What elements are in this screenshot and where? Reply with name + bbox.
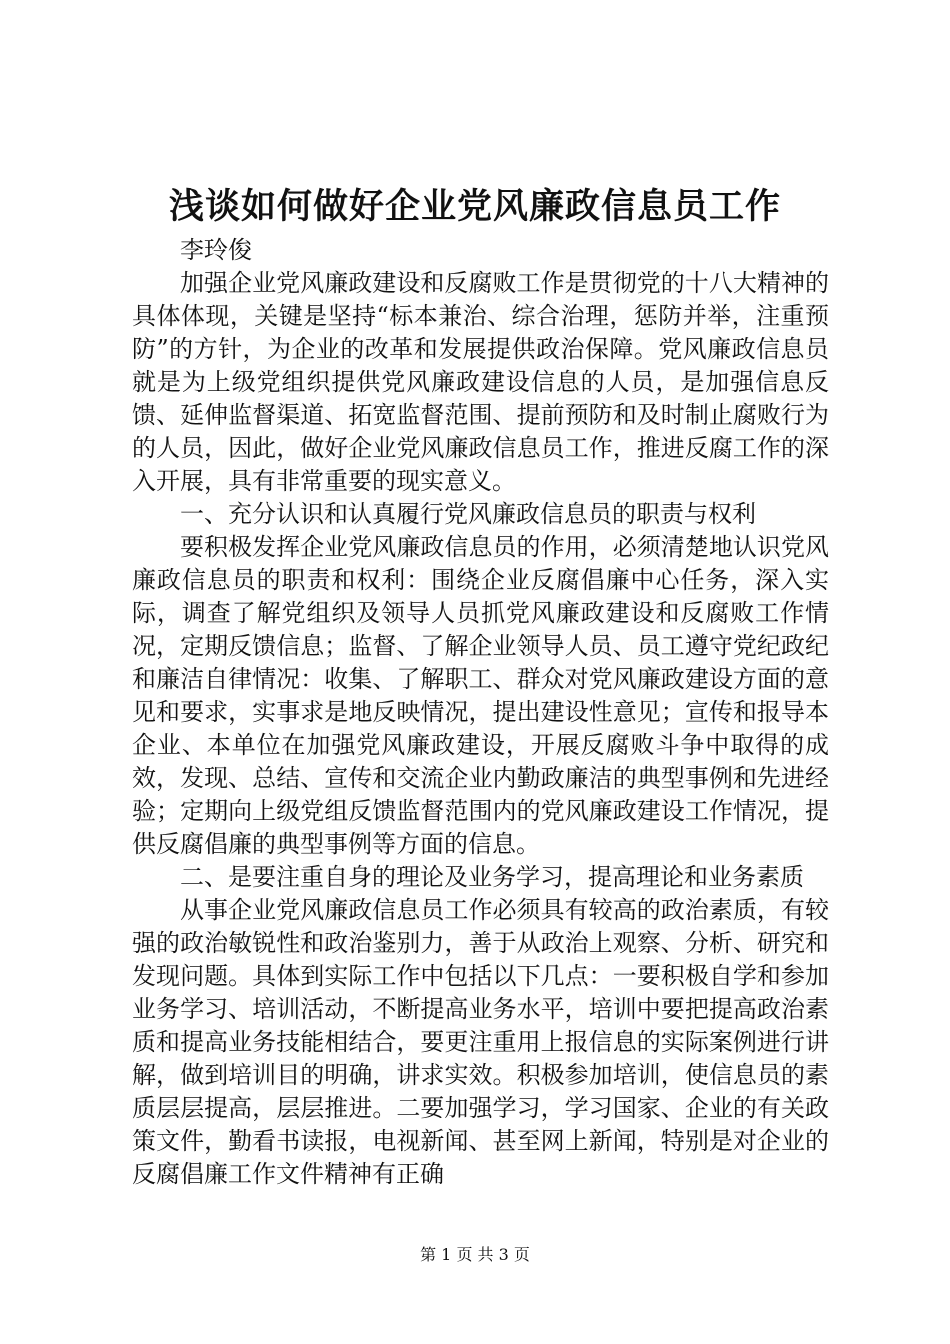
page-number-footer: 第 1 页 共 3 页 <box>420 1245 530 1264</box>
section-heading-1: 一、充分认识和认真履行党风廉政信息员的职责与权利 <box>180 500 756 528</box>
paragraph-duties: 要积极发挥企业党风廉政信息员的作用，必须清楚地认识党风廉政信息员的职责和权利：围绕企业反腐倡廉中心任务，深入实际，调查了解党组织及领导人员抓党风廉政建设和反腐败工作情况，定期反馈信息；监督、了解企业领导人员、员工遵守党纪政纪和廉洁自律情况：收集、了解职工、群众对党风廉政建设方面的意见和要求，实事求是地反映情况，提出建设性意见；宣传和报导本企业、本单位在加强党风廉政建设，开展反腐败斗争中取得的成效，发现、总结、宣传和交流企业内勤政廉洁的典型事例和先进经验；定期向上级党组反馈监督范围内的党风廉政建设工作情况，提供反腐倡廉的典型事例等方面的信息。 <box>132 533 829 858</box>
document-body <box>132 234 829 1191</box>
section-heading-2: 二、是要注重自身的理论及业务学习，提高理论和业务素质 <box>180 863 804 891</box>
paragraph-intro: 加强企业党风廉政建设和反腐败工作是贯彻党的十八大精神的具体体现，关键是坚持“标本兼治、综合治理，惩防并举，注重预防”的方针，为企业的改革和发展提供政治保障。党风廉政信息员就是为上级党组织提供党风廉政建设信息的人员，是加强信息反馈、延伸监督渠道、拓宽监督范围、提前预防和及时制止腐败行为的人员，因此，做好企业党风廉政信息员工作，推进反腐工作的深入开展，具有非常重要的现实意义。 <box>132 269 829 495</box>
document-title: 浅谈如何做好企业党风廉政信息员工作 <box>168 186 781 227</box>
paragraph-study: 从事企业党风廉政信息员工作必须具有较高的政治素质，有较强的政治敏锐性和政治鉴别力，善于从政治上观察、分析、研究和发现问题。具体到实际工作中包括以下几点：一要积极自学和参加业务学习、培训活动，不断提高业务水平，培训中要把提高政治素质和提高业务技能相结合，要更注重用上报信息的实际案例进行讲解，做到培训目的明确，讲求实效。积极参加培训，使信息员的素质层层提高，层层推进。二要加强学习，学习国家、企业的有关政策文件，勤看书读报，电视新闻、甚至网上新闻，特别是对企业的反腐倡廉工作文件精神有正确 <box>132 896 829 1188</box>
author-name: 李玲俊 <box>180 236 252 264</box>
